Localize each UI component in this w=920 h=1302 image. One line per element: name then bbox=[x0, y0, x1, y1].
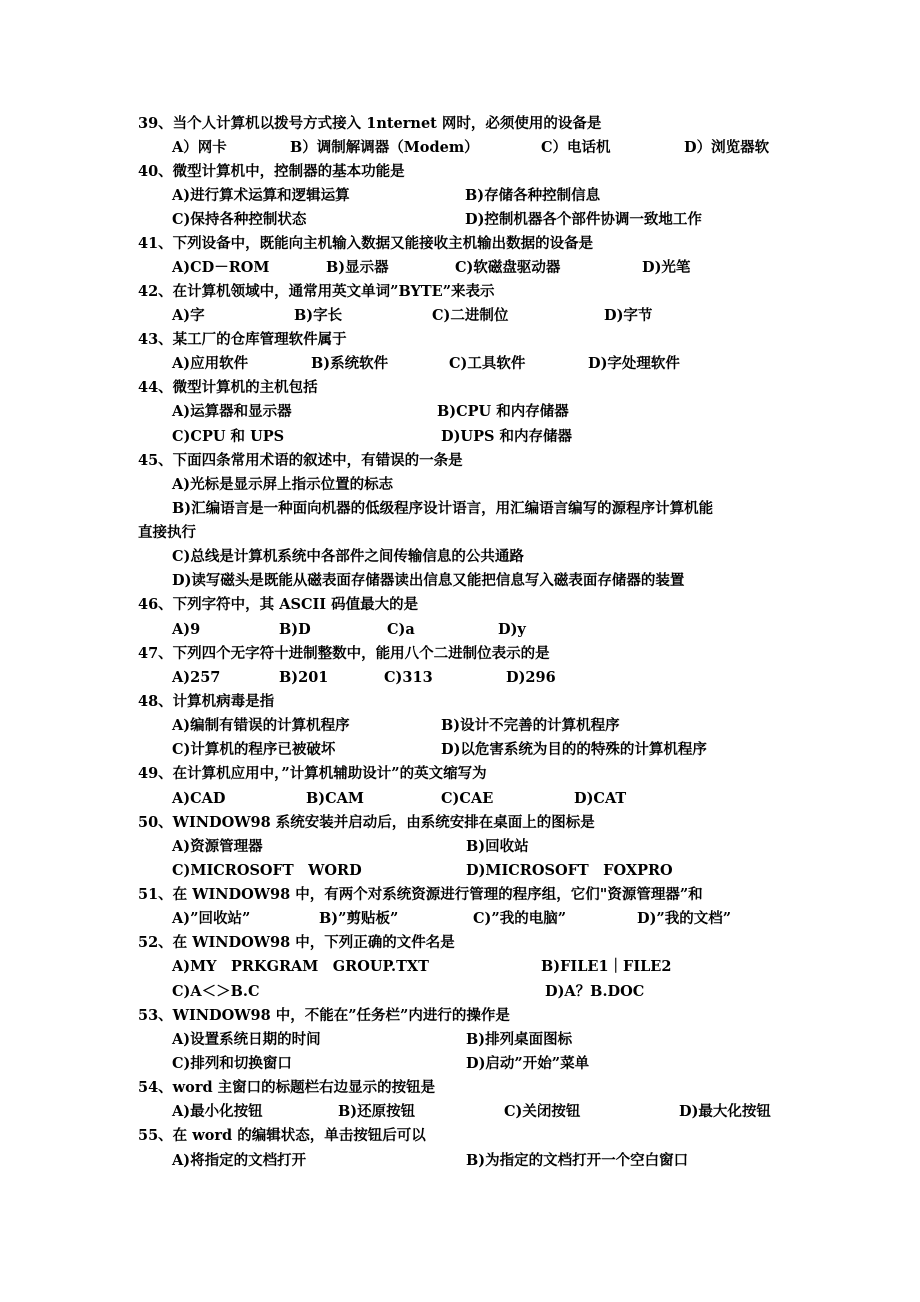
question-45-stem: 45、下面四条常用术语的叙述中，有错误的一条是 bbox=[138, 452, 463, 469]
question-48-stem: 48、计算机病毒是指 bbox=[138, 693, 275, 710]
q54-option-d: D)最大化按钮 bbox=[679, 1103, 771, 1120]
q49-option-a: A)CAD bbox=[172, 790, 226, 807]
q47-option-c: C)313 bbox=[384, 669, 433, 686]
q44-option-c: C)CPU 和 UPS bbox=[172, 428, 285, 445]
q40-option-d: D)控制机器各个部件协调一致地工作 bbox=[465, 211, 702, 228]
q45-option-c: C)总线是计算机系统中各部件之间传输信息的公共通路 bbox=[172, 548, 524, 565]
q54-option-c: C)关闭按钮 bbox=[504, 1103, 581, 1120]
q41-option-b: B)显示器 bbox=[326, 259, 389, 276]
question-49-stem: 49、在计算机应用中，”计算机辅助设计”的英文缩写为 bbox=[138, 765, 487, 782]
q40-option-a: A)进行算术运算和逻辑运算 bbox=[172, 187, 350, 204]
q51-option-c: C)”我的电脑” bbox=[473, 910, 567, 927]
question-52-stem: 52、在 WINDOW98 中，下列正确的文件名是 bbox=[138, 934, 455, 951]
q52-option-a: A)MY PRKGRAM GROUP.TXT bbox=[172, 958, 429, 975]
q47-option-a: A)257 bbox=[172, 669, 221, 686]
q39-option-a: A）网卡 bbox=[172, 139, 227, 156]
q51-option-a: A)”回收站” bbox=[172, 910, 251, 927]
q54-option-a: A)最小化按钮 bbox=[172, 1103, 263, 1120]
q46-option-b: B)D bbox=[279, 621, 311, 638]
question-40-stem: 40、微型计算机中，控制器的基本功能是 bbox=[138, 163, 405, 180]
q54-option-b: B)还原按钮 bbox=[338, 1103, 416, 1120]
q53-option-c: C)排列和切换窗口 bbox=[172, 1055, 292, 1072]
question-43-stem: 43、某工厂的仓库管理软件属于 bbox=[138, 331, 347, 348]
q50-option-d: D)MICROSOFT FOXPRO bbox=[466, 862, 673, 879]
q44-option-d: D)UPS 和内存储器 bbox=[441, 428, 573, 445]
q50-option-b: B)回收站 bbox=[466, 838, 529, 855]
q52-option-c: C)A＜＞B.C bbox=[172, 983, 260, 1000]
q42-option-d: D)字节 bbox=[604, 307, 653, 324]
q53-option-d: D)启动”开始”菜单 bbox=[466, 1055, 590, 1072]
q48-option-d: D)以危害系统为目的的特殊的计算机程序 bbox=[441, 741, 707, 758]
q45-option-b-continued: 直接执行 bbox=[138, 524, 196, 541]
q45-option-a: A)光标是显示屏上指示位置的标志 bbox=[172, 476, 394, 493]
q41-option-a: A)CD－ROM bbox=[172, 259, 270, 276]
question-55-stem: 55、在 word 的编辑状态，单击按钮后可以 bbox=[138, 1127, 426, 1144]
q55-option-b: B)为指定的文档打开一个空白窗口 bbox=[466, 1152, 689, 1169]
q49-option-c: C)CAE bbox=[441, 790, 494, 807]
q42-option-a: A)字 bbox=[172, 307, 205, 324]
q39-option-d: D）浏览器软 bbox=[684, 139, 770, 156]
q48-option-c: C)计算机的程序已被破坏 bbox=[172, 741, 336, 758]
q53-option-a: A)设置系统日期的时间 bbox=[172, 1031, 321, 1048]
q39-option-b: B）调制解调器（Modem） bbox=[290, 139, 479, 156]
question-39-stem: 39、当个人计算机以拨号方式接入 1nternet 网时，必须使用的设备是 bbox=[138, 115, 602, 132]
q46-option-d: D)y bbox=[498, 621, 526, 638]
q48-option-b: B)设计不完善的计算机程序 bbox=[441, 717, 620, 734]
q44-option-b: B)CPU 和内存储器 bbox=[437, 403, 569, 420]
q45-option-d: D)读写磁头是既能从磁表面存储器读出信息又能把信息写入磁表面存储器的装置 bbox=[172, 572, 685, 589]
q40-option-b: B)存储各种控制信息 bbox=[465, 187, 601, 204]
question-53-stem: 53、WINDOW98 中，不能在”任务栏”内进行的操作是 bbox=[138, 1007, 510, 1024]
q53-option-b: B)排列桌面图标 bbox=[466, 1031, 573, 1048]
q43-option-a: A)应用软件 bbox=[172, 355, 249, 372]
q42-option-c: C)二进制位 bbox=[432, 307, 509, 324]
q49-option-b: B)CAM bbox=[306, 790, 364, 807]
question-47-stem: 47、下列四个无字符十进制整数中，能用八个二进制位表示的是 bbox=[138, 645, 550, 662]
q52-option-d: D)A？B.DOC bbox=[545, 983, 645, 1000]
q46-option-c: C)a bbox=[387, 621, 415, 638]
question-54-stem: 54、word 主窗口的标题栏右边显示的按钮是 bbox=[138, 1079, 436, 1096]
question-46-stem: 46、下列字符中，其 ASCII 码值最大的是 bbox=[138, 596, 419, 613]
q47-option-b: B)201 bbox=[279, 669, 329, 686]
q41-option-d: D)光笔 bbox=[642, 259, 691, 276]
q39-option-c: C）电话机 bbox=[541, 139, 611, 156]
q47-option-d: D)296 bbox=[506, 669, 556, 686]
q43-option-b: B)系统软件 bbox=[311, 355, 389, 372]
q50-option-a: A)资源管理器 bbox=[172, 838, 263, 855]
q48-option-a: A)编制有错误的计算机程序 bbox=[172, 717, 350, 734]
q45-option-b: B)汇编语言是一种面向机器的低级程序设计语言，用汇编语言编写的源程序计算机能 bbox=[172, 500, 714, 517]
question-42-stem: 42、在计算机领域中，通常用英文单词”BYTE”来表示 bbox=[138, 283, 495, 300]
question-50-stem: 50、WINDOW98 系统安装并启动后，由系统安排在桌面上的图标是 bbox=[138, 814, 595, 831]
question-41-stem: 41、下列设备中，既能向主机输入数据又能接收主机输出数据的设备是 bbox=[138, 235, 594, 252]
q44-option-a: A)运算器和显示器 bbox=[172, 403, 292, 420]
q40-option-c: C)保持各种控制状态 bbox=[172, 211, 307, 228]
q42-option-b: B)字长 bbox=[294, 307, 343, 324]
question-51-stem: 51、在 WINDOW98 中，有两个对系统资源进行管理的程序组，它们"资源管理器”和 bbox=[138, 886, 703, 903]
q43-option-d: D)字处理软件 bbox=[588, 355, 680, 372]
q43-option-c: C)工具软件 bbox=[449, 355, 526, 372]
question-44-stem: 44、微型计算机的主机包括 bbox=[138, 379, 318, 396]
q50-option-c: C)MICROSOFT WORD bbox=[172, 862, 362, 879]
q46-option-a: A)9 bbox=[172, 621, 201, 638]
q55-option-a: A)将指定的文档打开 bbox=[172, 1152, 307, 1169]
q49-option-d: D)CAT bbox=[574, 790, 627, 807]
q51-option-b: B)”剪贴板” bbox=[319, 910, 399, 927]
q51-option-d: D)”我的文档” bbox=[637, 910, 732, 927]
q41-option-c: C)软磁盘驱动器 bbox=[455, 259, 561, 276]
q52-option-b: B)FILE1｜FILE2 bbox=[541, 958, 672, 975]
